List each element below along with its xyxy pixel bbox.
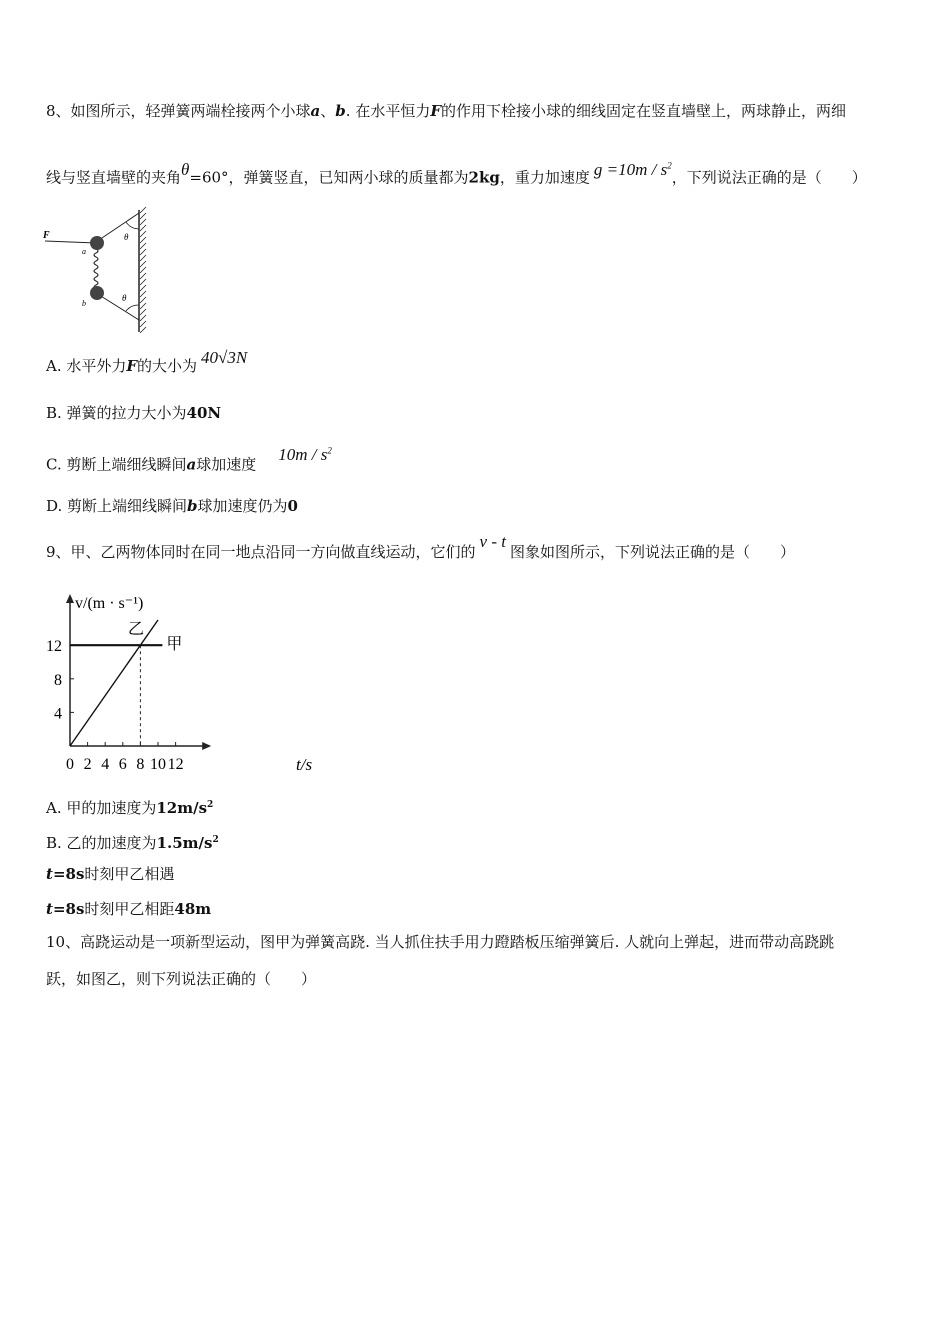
vt-symbol: v - t bbox=[479, 532, 506, 551]
chart-y-axis-label: v/(m · s⁻¹) bbox=[75, 595, 144, 612]
ball-a-label: a bbox=[310, 102, 321, 120]
q8-option-d: D. 剪断上端细线瞬间b球加速度仍为0 bbox=[46, 497, 298, 515]
q9-option-d: t=8s时刻甲乙相距48m bbox=[46, 900, 212, 918]
option-b-value: 40N bbox=[186, 404, 222, 422]
q8-option-a: A. 水平外力F的大小为 40√3N bbox=[46, 348, 248, 375]
option-a-value: 40√3N bbox=[201, 348, 248, 367]
force-text: F bbox=[43, 230, 50, 241]
q9-option-b-value: $1.5m/s^2$ bbox=[156, 834, 219, 852]
q10-stem-line1: 10、高跷运动是一项新型运动，图甲为弹簧高跷. 当人抓住扶手用力蹬踏板压缩弹簧后. 人就向上弹起，进而带动高跷跳 bbox=[46, 933, 835, 951]
x-tick-label: 12 bbox=[167, 756, 184, 773]
theta-top-text: θ bbox=[124, 232, 129, 242]
q8-stem-line1: 8、如图所示，轻弹簧两端栓接两个小球a、b. 在水平恒力F的作用下栓接小球的细线固定在竖直墙壁上，两球静止，两细 bbox=[46, 102, 847, 120]
gravity-formula: $g =10m / s^2$ bbox=[593, 159, 672, 179]
theta-symbol: θ bbox=[181, 159, 190, 179]
q9-option-a-value: $12m/s^2$ bbox=[156, 799, 214, 817]
x-tick-label: 8 bbox=[136, 756, 145, 773]
series-label-yi: 乙 bbox=[128, 619, 145, 638]
q8-option-b: B. 弹簧的拉力大小为40N bbox=[46, 404, 222, 422]
force-line bbox=[45, 241, 96, 243]
y-tick-label: 12 bbox=[46, 638, 62, 656]
x-tick-label: 6 bbox=[118, 756, 127, 773]
q9-option-a: A. 甲的加速度为$12m/s^2$ bbox=[46, 799, 214, 817]
ball-a bbox=[90, 236, 104, 250]
wall-hatching bbox=[140, 207, 146, 333]
mass-value: 2kg bbox=[468, 168, 500, 187]
angle-arc-top bbox=[126, 222, 139, 229]
x-tick-label: 0 bbox=[66, 756, 74, 773]
q9-option-b: B. 乙的加速度为$1.5m/s^2$ bbox=[46, 834, 219, 852]
ball-b-label: b bbox=[335, 102, 346, 120]
option-c-value: $10m / s^2$ bbox=[278, 444, 332, 464]
series-label-jia: 甲 bbox=[166, 634, 183, 654]
option-d-value: 0 bbox=[287, 497, 298, 515]
q9-option-c: t=8s时刻甲乙相遇 bbox=[46, 865, 175, 883]
force-label: F bbox=[430, 102, 441, 120]
ball-b-text: b bbox=[82, 299, 86, 308]
theta-bottom-text: θ bbox=[122, 293, 127, 303]
x-tick-label: 10 bbox=[150, 756, 166, 773]
y-tick-label: 4 bbox=[54, 705, 62, 723]
q9-stem: 9、甲、乙两物体同时在同一地点沿同一方向做直线运动，它们的v - t图象如图所示，下列说法正确的是（ ） bbox=[46, 532, 795, 561]
ball-a-text: a bbox=[82, 247, 86, 256]
ball-b bbox=[90, 286, 104, 300]
vt-chart bbox=[40, 588, 330, 778]
x-axis-arrow bbox=[202, 742, 211, 750]
angle-arc-bottom bbox=[126, 305, 139, 311]
q8-spring-figure bbox=[40, 205, 160, 335]
q8-stem-line2: 线与竖直墙壁的夹角θ=60°，弹簧竖直，已知两小球的质量都为2kg，重力加速度 $g =10m / s^2$，下列说法正确的是（ ） bbox=[46, 159, 867, 187]
q10-stem-line2: 跃，如图乙，则下列说法正确的（ ） bbox=[46, 970, 317, 988]
q8-option-c: C. 剪断上端细线瞬间a球加速度$10m / s^2$ bbox=[46, 444, 332, 474]
y-tick-label: 8 bbox=[54, 671, 62, 689]
series-line-yi bbox=[70, 620, 158, 746]
x-tick-label: 4 bbox=[101, 756, 110, 773]
y-axis-arrow bbox=[66, 594, 74, 603]
x-tick-label: 2 bbox=[83, 756, 92, 773]
chart-x-axis-label: t/s bbox=[296, 755, 313, 774]
spring-coil bbox=[94, 249, 98, 289]
